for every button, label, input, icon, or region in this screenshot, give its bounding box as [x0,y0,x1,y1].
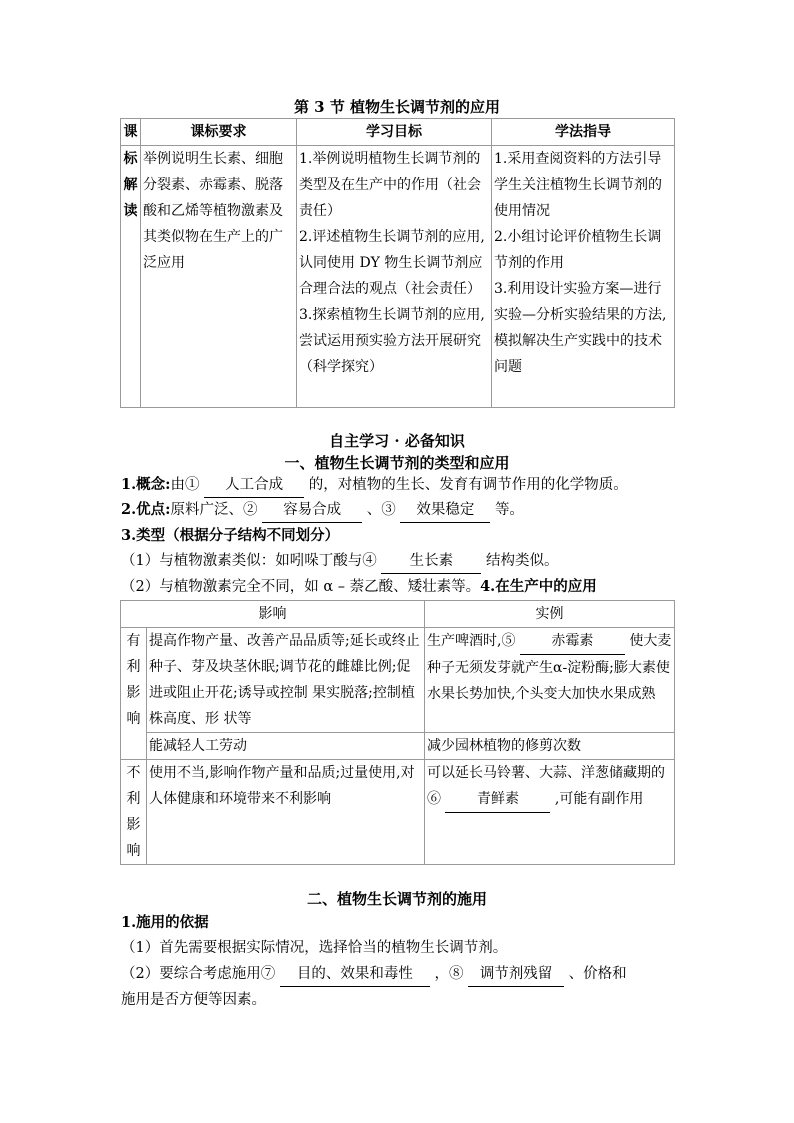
favorable-example [425,628,675,733]
concept-pre: 由① [170,477,200,493]
requirement-cell [141,146,297,408]
example-post: 使大麦种子无须发芽就产生α-淀粉酶;膨大素使水果长势加快,个头变大加快水果成熟 [427,633,672,702]
heading-application-use: 二、植物生长调节剂的施用 [306,890,487,908]
example-pre: 可以延长马铃薯、大蒜、洋葱储藏期的⑥ [427,765,665,807]
unfavorable-example [425,760,675,865]
favorable-effect: 提高作物产量、改善产品品质等;延长或终止种子、芽及块茎休眠;调节花的雌雄比例;促进或阻止开花;诱导或控制 果实脱落;控制植株高度、形 状等 [147,628,425,733]
favorable-label: 有利影响 [121,628,147,760]
blank-5: 赤霉素 [520,628,625,655]
method-item: 2.小组讨论评价植物生长调节剂的作用 [494,229,662,271]
basis2-post: 、价格和 [568,966,627,982]
advantages-mid: 、③ [366,502,396,518]
side-label: 标解读 [121,146,141,408]
basis1-line: （1）首先需要根据实际情况，选择恰当的植物生长调节剂。 [121,940,508,956]
advantages-label: 2.优点: [121,501,171,518]
advantages-line [121,498,681,523]
section-title: 第 3 节 植物生长调节剂的应用 [293,98,501,116]
heading-types-applications: 一、植物生长调节剂的类型和应用 [284,454,510,472]
header-requirement: 课标要求 [141,119,297,146]
unfavorable-label: 不利影响 [121,760,147,865]
labor-effect: 能减轻人工劳动 [147,733,425,760]
methods-cell [492,146,675,408]
type1-line [121,549,681,574]
type2-text: （2）与植物激素完全不同，如 α – 萘乙酸、矮壮素等。 [121,579,481,595]
basis-label: 1.施用的依据 [121,914,209,931]
type2-line [121,575,681,599]
application-table [120,600,675,865]
header-methods: 学法指导 [492,119,675,146]
blank-8: 调节剂残留 [468,962,564,987]
header-effect: 影响 [121,601,425,628]
goal-item: 1.举例说明植物生长调节剂的类型及在生产中的作用（社会责任） [299,151,481,219]
header-goals: 学习目标 [297,119,492,146]
method-item: 3.利用设计实验方案—进行实验—分析实验结果的方法,模拟解决生产实践中的技术问题 [494,281,667,375]
goal-item: 3.探索植物生长调节剂的应用,尝试运用预实验方法开展研究（科学探究） [299,307,485,375]
labor-example: 减少园林植物的修剪次数 [425,733,675,760]
type1-post: 结构类似。 [485,553,559,569]
blank-1: 人工合成 [204,473,304,498]
types-label: 3.类型（根据分子结构不同划分） [121,527,340,544]
header-example: 实例 [425,601,675,628]
part-heading: 自主学习 · 必备知识 [329,432,465,450]
advantages-post: 等。 [494,502,524,518]
blank-4: 生长素 [381,549,481,574]
requirement-text: 举例说明生长素、细胞分裂素、赤霉素、脱落酸和乙烯等植物激素及其类似物在生产上的广泛应用 [143,151,283,271]
concept-label: 1.概念: [121,476,171,493]
concept-post: 的，对植物的生长、发育有调节作用的化学物质。 [308,477,628,493]
blank-6: 青鲜素 [445,786,550,813]
curriculum-table [120,118,675,408]
basis2-line [121,962,681,987]
example-post: ,可能有副作用 [554,791,644,807]
unfavorable-effect: 使用不当,影响作物产量和品质;过量使用,对人体健康和环境带来不利影响 [147,760,425,865]
header-ke: 课 [121,119,141,146]
concept-line [121,473,681,498]
blank-2: 容易合成 [262,498,362,523]
goals-cell [297,146,492,408]
basis2-mid: ，⑧ [434,966,464,982]
example-pre: 生产啤酒时,⑤ [427,633,516,649]
advantages-pre: 原料广泛、② [170,502,258,518]
application-label: 4.在生产中的应用 [480,578,597,595]
basis2-pre: （2）要综合考虑施用⑦ [121,966,276,982]
basis2-continuation: 施用是否方便等因素。 [121,992,266,1008]
blank-7: 目的、效果和毒性 [280,962,430,987]
method-item: 1.采用查阅资料的方法引导学生关注植物生长调节剂的使用情况 [494,151,662,219]
goal-item: 2.评述植物生长调节剂的应用,认同使用 DY 物生长调节剂应合理合法的观点（社会责任） [299,229,485,297]
blank-3: 效果稳定 [400,498,490,523]
type1-pre: （1）与植物激素类似：如吲哚丁酸与④ [121,553,377,569]
